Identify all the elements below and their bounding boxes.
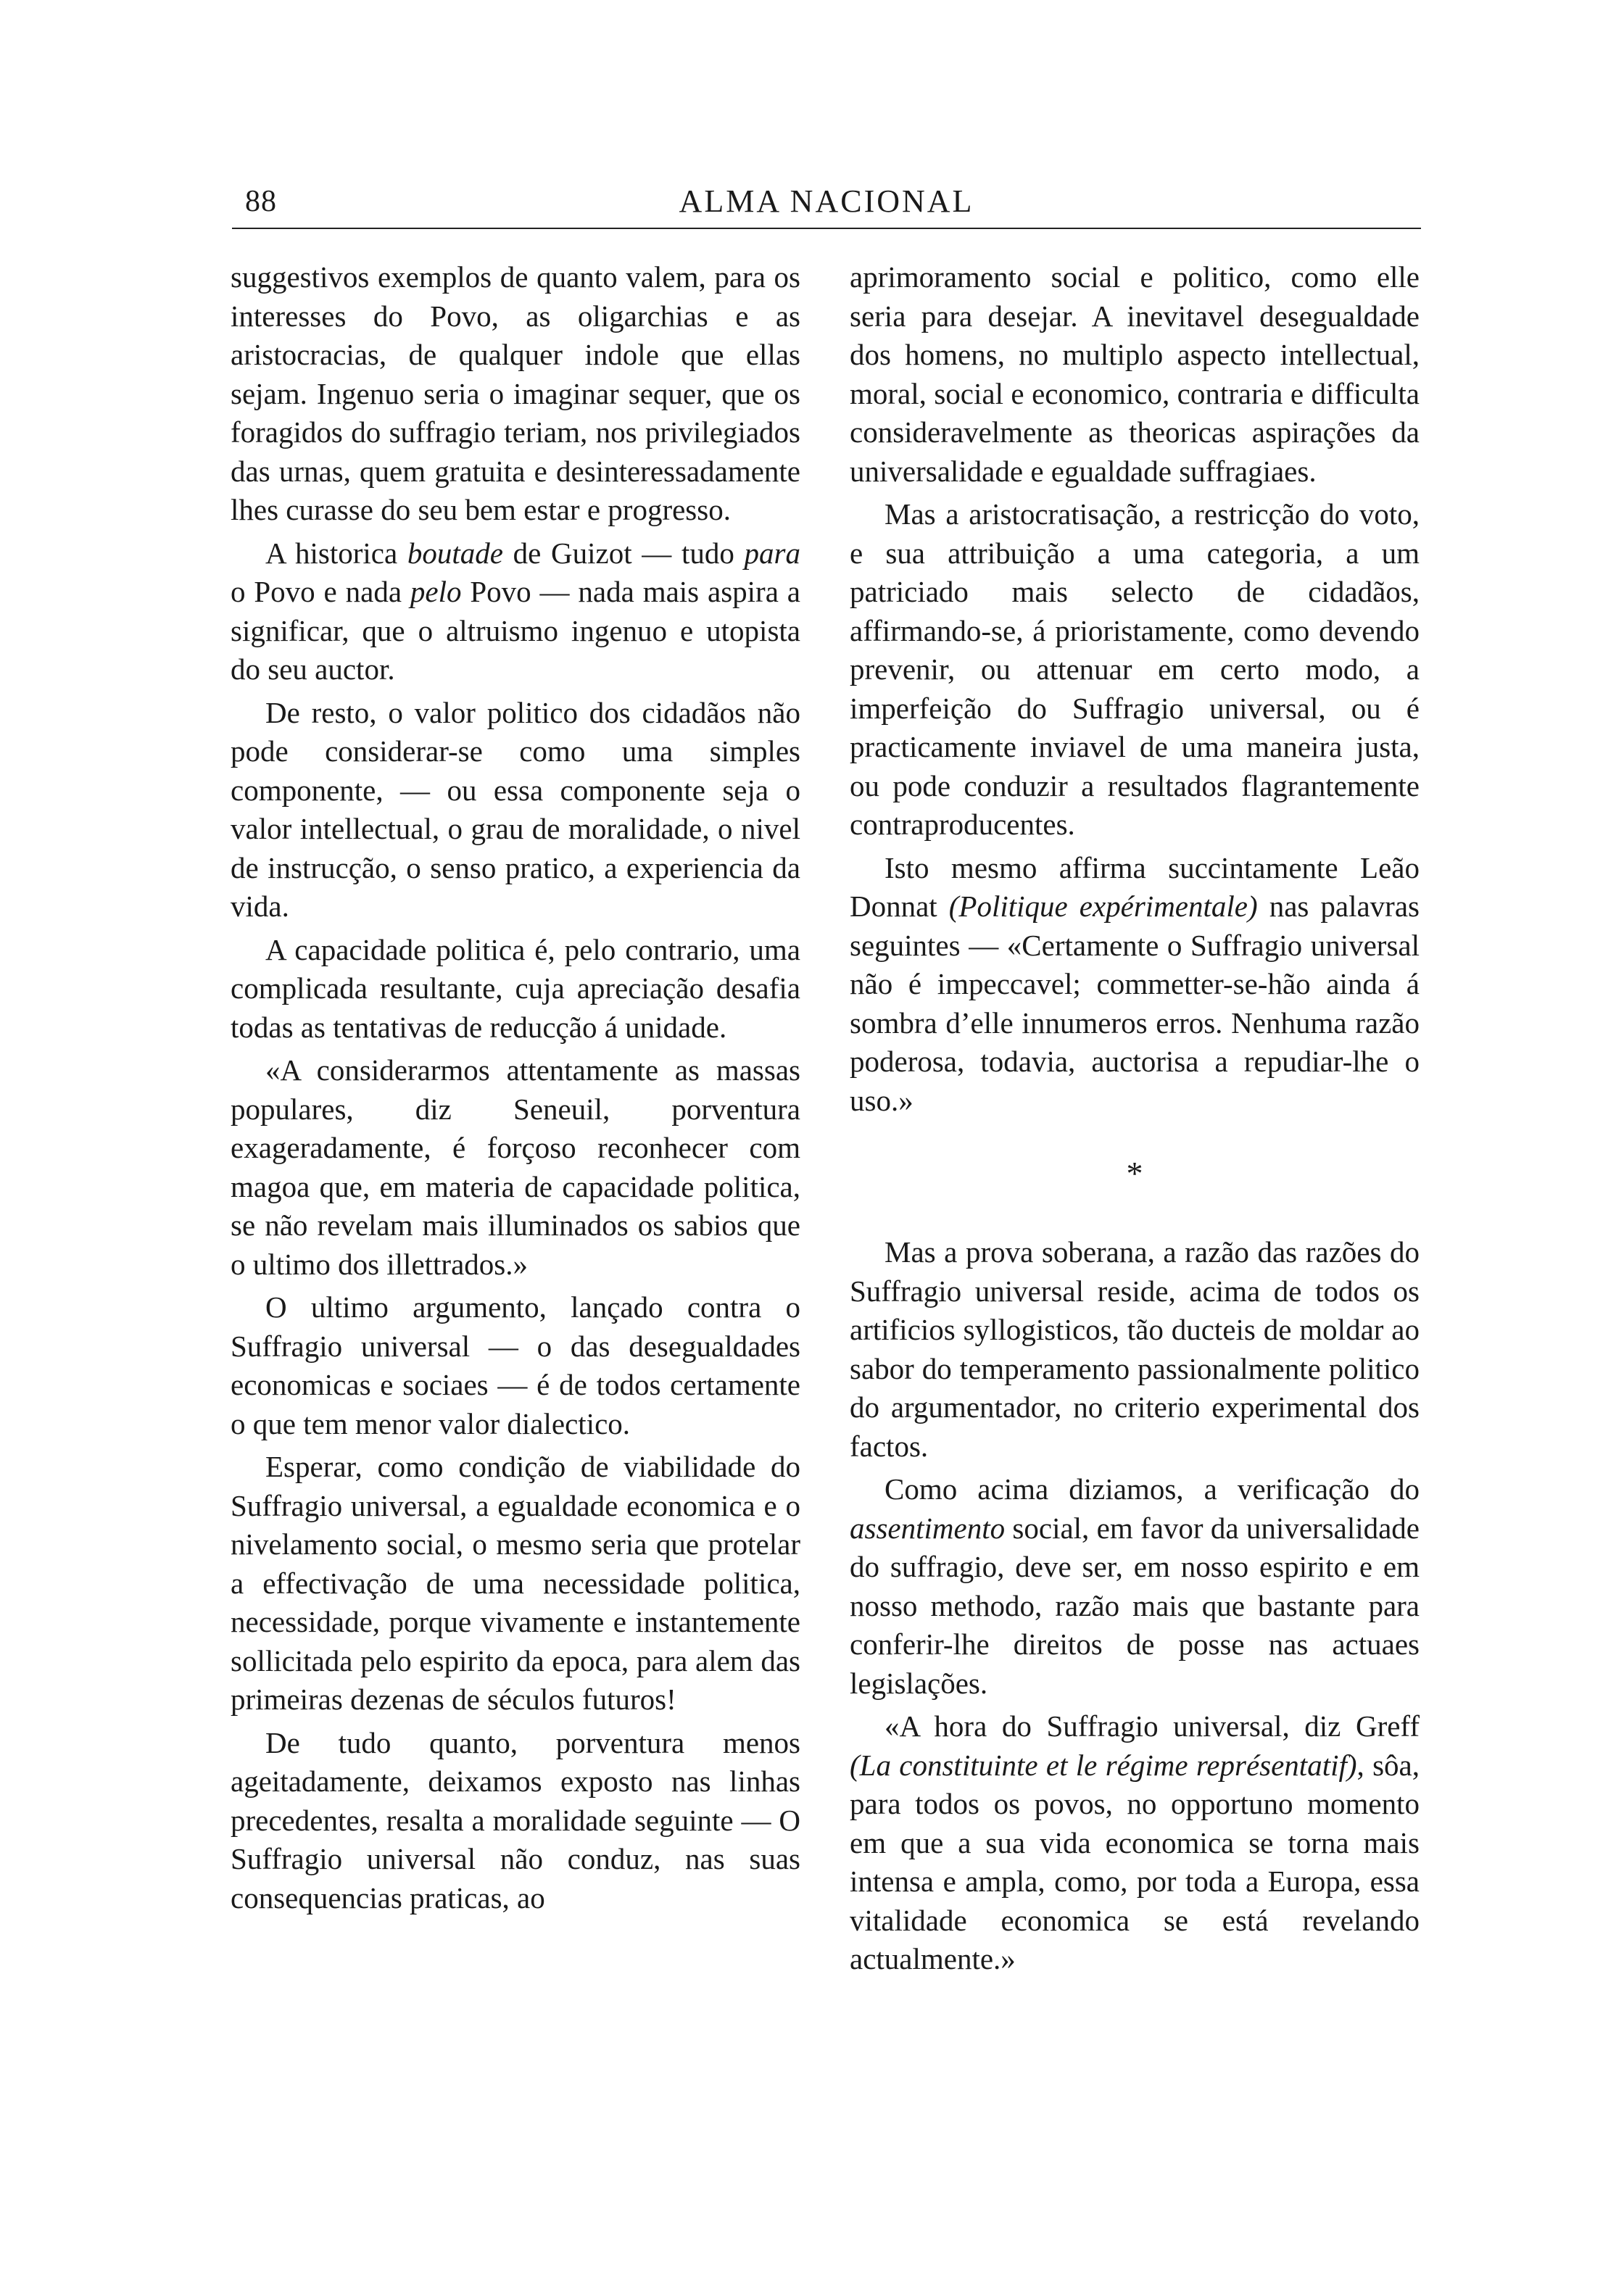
paragraph: Mas a aristocratisação, a restricção do voto, e sua attribuição a uma categoria, a um patriciado mais selecto de cidadãos, affirmando-se, á prioristamente, como devendo prevenir, ou attenuar em certo modo, a imperfeição do Suffragio universal, ou é practicamente inviavel de uma maneira justa, ou pode conduzir a resultados flagrantemente contraproducentes. — [850, 497, 1420, 841]
paragraph: suggestivos exemplos de quanto valem, para os interesses do Povo, as oligarchias e as aristocracias, de qualquer indole que ellas sejam. Ingenuo seria o imaginar sequer, que os foragidos do suffragio teriam, nos privilegiados das urnas, quem gratuita e desinteressadamente lhes curasse do seu bem estar e progresso. — [231, 260, 800, 526]
text-run: «A hora do Suffragio universal, diz Greff — [884, 1709, 1420, 1743]
text-run: de Guizot — tudo — [502, 536, 745, 570]
section-separator-asterisk: * — [1126, 1155, 1143, 1192]
paragraph-guizot — [231, 534, 800, 689]
italic-run: para — [744, 536, 800, 570]
paragraph: aprimoramento social e politico, como elle seria para desejar. A inevitavel desegualdade dos homens, no multiplo aspecto intellectual, moral, social e economico, contraria e difficulta consideravelmente as theoricas aspirações da universalidade e egualdade suffragiaes. — [850, 260, 1420, 488]
text-run: nas palavras seguintes — «Certamente o Suffragio universal não é impeccavel; commetter-se-hão ainda á sombra d’elle innumeros erros. Nenhuma razão poderosa, todavia, auctorisa a repudiar-lhe o uso.» — [850, 889, 1420, 1117]
text-run: Como acima diziamos, a verificação do — [884, 1472, 1420, 1506]
italic-run: assentimento — [850, 1511, 1006, 1545]
paragraph: Esperar, como condição de viabilidade do Suffragio universal, a egualdade economica e o nivelamento social, o mesmo seria que protelar a effectivação de uma necessidade politica, necessidade, porque vivamente e instantemente sollicitada pelo espirito da epoca, para alem das primeiras dezenas de séculos futuros! — [231, 1450, 800, 1716]
page-number: 88 — [245, 185, 277, 218]
running-title: ALMA NACIONAL — [679, 183, 974, 219]
paragraph: O ultimo argumento, lançado contra o Suffragio universal — o das desegualdades economicas e sociaes — é de todos certamente o que tem menor valor dialectico. — [231, 1290, 800, 1440]
paragraph: Mas a prova soberana, a razão das razões do Suffragio universal reside, acima de todos os artificios syllogisticos, tão ducteis de moldar ao sabor do temperamento passionalmente politico do argumentador, no criterio experimental dos factos. — [850, 1235, 1420, 1463]
italic-run: pelo — [410, 575, 462, 608]
italic-run: (Politique expérimentale) — [948, 889, 1258, 923]
text-run: Isto mesmo affirma succintamente Leão Donnat — [850, 850, 1420, 923]
left-column — [231, 258, 800, 1922]
header-rule — [232, 228, 1421, 229]
paragraph: De tudo quanto, porventura menos ageitadamente, deixamos exposto nas linhas precedentes, resalta a moralidade seguinte — O Suffragio universal não conduz, nas suas consequencias praticas, ao — [231, 1725, 800, 1915]
paragraph: De resto, o valor politico dos cidadãos não pode considerar-se como uma simples componente, — ou essa componente seja o valor intellectual, o grau de moralidade, o nivel de instrucção, o senso pratico, a experiencia da vida. — [231, 695, 800, 923]
text-run: , sôa, para todos os povos, no opportuno momento em que a sua vida economica se torna mais intensa e ampla, como, por toda a Europa, essa vitalidade economica se está revelando actualmente.» — [850, 1748, 1420, 1975]
text-run: o Povo e nada — [231, 575, 410, 608]
paragraph: A capacidade politica é, pelo contrario, uma complicada resultante, cuja apreciação desafia todas as tentativas de reducção á unidade. — [231, 932, 800, 1044]
text-run: social, em favor da universalidade do suffragio, deve ser, em nosso espirito e em nosso methodo, razão mais que bastante para conferir-lhe direitos de posse nas actuaes legislações. — [850, 1511, 1420, 1700]
italic-run: boutade — [407, 536, 503, 570]
right-column — [850, 258, 1420, 1983]
paragraph-donnat — [850, 849, 1420, 1121]
running-head — [232, 177, 1421, 228]
quote-paragraph: «A considerarmos attentamente as massas populares, diz Seneuil, porventura exageradamente, é forçoso reconhecer com magoa que, em materia de capacidade politica, se não revelam mais illuminados os sabios que o ultimo dos illettrados.» — [231, 1053, 800, 1281]
paragraph-assentimento — [850, 1470, 1420, 1703]
text-run: A historica — [265, 536, 407, 570]
italic-run: (La constituinte et le régime représentatif) — [850, 1748, 1357, 1782]
text-run: Povo — nada mais aspira a significar, que o altruismo ingenuo e utopista do seu auctor. — [231, 575, 800, 686]
paragraph-greff — [850, 1707, 1420, 1979]
